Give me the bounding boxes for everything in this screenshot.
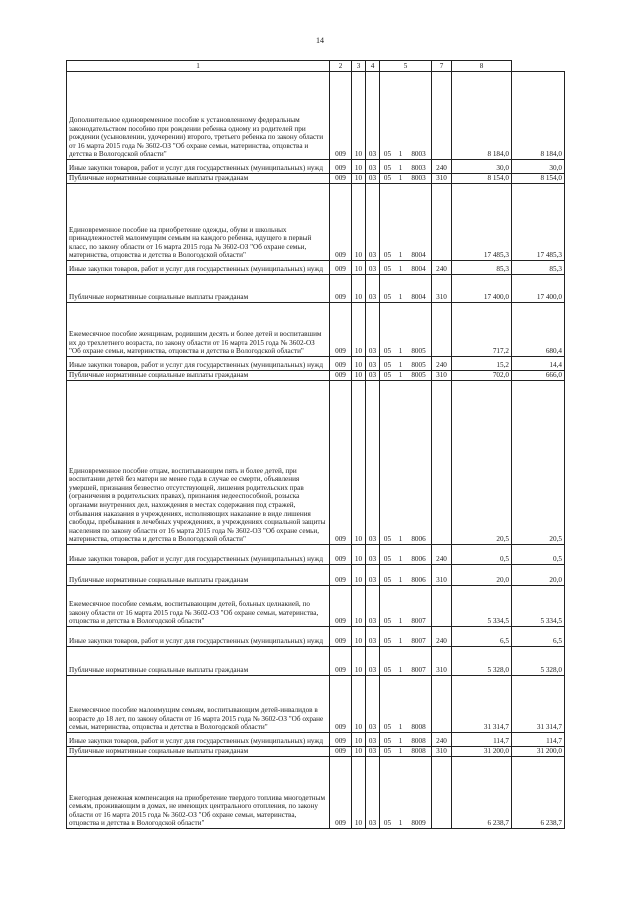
row-col-3: 10 [352, 275, 366, 303]
row-col-7: 85,3 [452, 261, 512, 275]
row-col-5-part: 1 [398, 819, 403, 828]
row-name: Иные закупки товаров, работ и услуг для государственных (муниципальных) нужд [67, 627, 330, 647]
row-col-5 [380, 565, 432, 586]
row-col-7: 702,0 [452, 371, 512, 381]
row-col-5-part: 05 [383, 150, 392, 159]
row-col-2: 009 [330, 381, 352, 545]
row-col-7: 17 485,3 [452, 184, 512, 261]
row-col-5 [380, 747, 432, 757]
row-col-6 [432, 676, 452, 733]
row-col-3: 10 [352, 676, 366, 733]
row-col-6: 240 [432, 160, 452, 174]
table-row [67, 72, 565, 160]
row-col-7: 20,0 [452, 565, 512, 586]
row-col-3: 10 [352, 381, 366, 545]
row-col-6: 310 [432, 647, 452, 676]
table-row [67, 371, 565, 381]
row-col-4: 03 [366, 261, 380, 275]
row-col-5-part: 1 [398, 666, 403, 675]
row-col-6: 240 [432, 627, 452, 647]
row-col-4: 03 [366, 371, 380, 381]
row-col-2: 009 [330, 565, 352, 586]
row-col-6 [432, 381, 452, 545]
row-col-6: 240 [432, 545, 452, 565]
row-name: Публичные нормативные социальные выплаты гражданам [67, 174, 330, 184]
row-col-3: 10 [352, 586, 366, 627]
row-col-7: 5 334,5 [452, 586, 512, 627]
row-col-7: 0,5 [452, 545, 512, 565]
table-row [67, 357, 565, 371]
row-col-8: 30,0 [512, 160, 565, 174]
row-col-5-part: 8004 [411, 265, 426, 274]
row-col-8: 666,0 [512, 371, 565, 381]
row-col-4: 03 [366, 357, 380, 371]
row-col-3: 10 [352, 303, 366, 357]
table-row [67, 381, 565, 545]
row-col-5-part: 05 [383, 819, 392, 828]
row-col-5-part: 8006 [411, 535, 426, 544]
row-col-5-part: 1 [398, 251, 403, 260]
row-col-5-part: 8003 [411, 174, 426, 183]
row-col-4: 03 [366, 565, 380, 586]
row-col-5-part: 05 [383, 251, 392, 260]
row-col-4: 03 [366, 647, 380, 676]
column-header: 4 [366, 61, 380, 72]
row-col-5-part: 05 [383, 535, 392, 544]
table-row [67, 565, 565, 586]
row-col-5-part: 1 [398, 371, 403, 380]
row-col-5 [380, 261, 432, 275]
row-name: Ежемесячное пособие малоимущим семьям, воспитывающим детей-инвалидов в возрасте до 18 лет, по закону области от 16 марта 2015 года № 3602-ОЗ "Об охране семьи, материнства, отцовства и детства в Вологодской области" [67, 676, 330, 733]
row-col-8: 20,0 [512, 565, 565, 586]
row-col-6: 240 [432, 261, 452, 275]
row-col-5 [380, 381, 432, 545]
row-col-5-part: 8005 [411, 371, 426, 380]
row-col-8: 0,5 [512, 545, 565, 565]
row-col-3: 10 [352, 357, 366, 371]
row-col-5-part: 1 [398, 617, 403, 626]
page-number: 14 [316, 36, 324, 45]
row-col-5-part: 1 [398, 535, 403, 544]
row-col-5 [380, 676, 432, 733]
row-col-5-part: 8008 [411, 737, 426, 746]
row-col-8: 8 184,0 [512, 72, 565, 160]
table-row [67, 647, 565, 676]
row-col-5-part: 05 [383, 293, 392, 302]
row-col-3: 10 [352, 747, 366, 757]
row-col-2: 009 [330, 357, 352, 371]
row-col-4: 03 [366, 676, 380, 733]
row-col-4: 03 [366, 757, 380, 829]
table-row [67, 303, 565, 357]
row-col-7: 31 200,0 [452, 747, 512, 757]
row-col-2: 009 [330, 174, 352, 184]
row-col-8: 5 328,0 [512, 647, 565, 676]
column-header: 2 [330, 61, 352, 72]
row-col-2: 009 [330, 261, 352, 275]
row-col-5-part: 1 [398, 174, 403, 183]
row-col-5-part: 1 [398, 576, 403, 585]
row-col-8: 20,5 [512, 381, 565, 545]
table-row [67, 545, 565, 565]
row-col-6: 240 [432, 357, 452, 371]
row-col-8: 6 238,7 [512, 757, 565, 829]
row-col-5 [380, 627, 432, 647]
row-col-3: 10 [352, 647, 366, 676]
row-col-5 [380, 647, 432, 676]
row-col-4: 03 [366, 303, 380, 357]
table-header-row [67, 61, 565, 72]
row-col-4: 03 [366, 586, 380, 627]
row-col-5-part: 8007 [411, 637, 426, 646]
row-col-5-part: 8007 [411, 617, 426, 626]
row-col-5-part: 05 [383, 617, 392, 626]
row-col-5-part: 8005 [411, 361, 426, 370]
row-col-7: 6,5 [452, 627, 512, 647]
row-col-6: 310 [432, 747, 452, 757]
row-col-4: 03 [366, 747, 380, 757]
budget-table [66, 60, 565, 829]
row-col-5-part: 8004 [411, 251, 426, 260]
row-col-2: 009 [330, 627, 352, 647]
row-col-6: 310 [432, 275, 452, 303]
row-col-7: 17 400,0 [452, 275, 512, 303]
column-header: 5 [380, 61, 432, 72]
row-name: Публичные нормативные социальные выплаты гражданам [67, 275, 330, 303]
row-col-6 [432, 757, 452, 829]
row-col-6 [432, 586, 452, 627]
row-col-5-part: 1 [398, 150, 403, 159]
row-name: Иные закупки товаров, работ и услуг для государственных (муниципальных) нужд [67, 160, 330, 174]
row-col-5-part: 8003 [411, 150, 426, 159]
row-col-5-part: 1 [398, 737, 403, 746]
row-col-7: 114,7 [452, 733, 512, 747]
row-col-6 [432, 72, 452, 160]
row-col-7: 30,0 [452, 160, 512, 174]
row-name: Публичные нормативные социальные выплаты гражданам [67, 371, 330, 381]
row-col-7: 15,2 [452, 357, 512, 371]
row-col-3: 10 [352, 545, 366, 565]
row-col-5-part: 8004 [411, 293, 426, 302]
row-col-4: 03 [366, 184, 380, 261]
row-col-5-part: 1 [398, 555, 403, 564]
row-col-5 [380, 733, 432, 747]
column-header: 7 [432, 61, 452, 72]
row-col-8: 85,3 [512, 261, 565, 275]
row-col-7: 5 328,0 [452, 647, 512, 676]
row-col-5-part: 1 [398, 293, 403, 302]
row-name: Публичные нормативные социальные выплаты гражданам [67, 565, 330, 586]
row-col-5 [380, 371, 432, 381]
row-col-5 [380, 184, 432, 261]
row-col-2: 009 [330, 160, 352, 174]
row-name: Иные закупки товаров, работ и услуг для государственных (муниципальных) нужд [67, 357, 330, 371]
row-col-5-part: 05 [383, 164, 392, 173]
row-col-2: 009 [330, 757, 352, 829]
row-name: Публичные нормативные социальные выплаты гражданам [67, 747, 330, 757]
row-col-3: 10 [352, 261, 366, 275]
row-col-5-part: 05 [383, 555, 392, 564]
row-col-2: 009 [330, 184, 352, 261]
row-col-5-part: 1 [398, 723, 403, 732]
row-col-3: 10 [352, 174, 366, 184]
row-col-5-part: 05 [383, 576, 392, 585]
row-name: Ежемесячное пособие семьям, воспитывающим детей, больных целиакией, по закону области от 16 марта 2015 года № 3602-ОЗ "Об охране семьи, материнства, отцовства и детства в Вологодской области" [67, 586, 330, 627]
row-col-5 [380, 357, 432, 371]
row-col-5-part: 8009 [411, 819, 426, 828]
row-col-5-part: 05 [383, 174, 392, 183]
row-col-8: 31 314,7 [512, 676, 565, 733]
row-col-4: 03 [366, 381, 380, 545]
row-col-2: 009 [330, 676, 352, 733]
row-col-2: 009 [330, 586, 352, 627]
row-col-8: 8 154,0 [512, 174, 565, 184]
row-name: Иные закупки товаров, работ и услуг для государственных (муниципальных) нужд [67, 261, 330, 275]
row-col-8: 5 334,5 [512, 586, 565, 627]
row-col-5-part: 1 [398, 265, 403, 274]
row-col-4: 03 [366, 733, 380, 747]
row-col-5-part: 1 [398, 747, 403, 756]
row-col-3: 10 [352, 627, 366, 647]
row-col-7: 8 154,0 [452, 174, 512, 184]
row-col-6: 310 [432, 371, 452, 381]
table-row [67, 733, 565, 747]
row-col-8: 114,7 [512, 733, 565, 747]
row-name: Единовременное пособие отцам, воспитывающим пять и более детей, при воспитании детей без матери не менее года в случае ее смерти, объявления умершей, признания безвестно отсутствующей, лишения родительских прав (ограничения в родительских правах), признания недееспособной, розыска органами внутренних дел, нахождения в местах содержания под стражей, отбывания наказания в учреждениях, исполняющих наказание в виде лишения свободы, пребывания в лечебных учреждениях, в учреждениях социальной защиты населения по закону области от 16 марта 2015 года № 3602-ОЗ "Об охране семьи, материнства, отцовства и детства в Вологодской области" [67, 381, 330, 545]
row-col-5-part: 1 [398, 164, 403, 173]
row-col-6: 310 [432, 565, 452, 586]
row-col-5-part: 1 [398, 361, 403, 370]
row-col-5 [380, 757, 432, 829]
row-col-5 [380, 72, 432, 160]
row-col-8: 17 485,3 [512, 184, 565, 261]
row-col-8: 680,4 [512, 303, 565, 357]
table-row [67, 275, 565, 303]
row-col-5-part: 05 [383, 737, 392, 746]
row-col-8: 17 400,0 [512, 275, 565, 303]
row-col-3: 10 [352, 72, 366, 160]
row-col-7: 6 238,7 [452, 757, 512, 829]
row-name: Иные закупки товаров, работ и услуг для государственных (муниципальных) нужд [67, 733, 330, 747]
row-col-3: 10 [352, 565, 366, 586]
row-col-4: 03 [366, 627, 380, 647]
row-col-5-part: 05 [383, 666, 392, 675]
row-name: Публичные нормативные социальные выплаты гражданам [67, 647, 330, 676]
row-col-2: 009 [330, 647, 352, 676]
column-header: 8 [452, 61, 512, 72]
row-col-3: 10 [352, 184, 366, 261]
row-col-5-part: 05 [383, 637, 392, 646]
row-col-5-part: 05 [383, 723, 392, 732]
row-col-5-part: 05 [383, 265, 392, 274]
row-col-4: 03 [366, 72, 380, 160]
row-col-5 [380, 174, 432, 184]
row-name: Ежегодная денежная компенсация на приобретение твердого топлива многодетным семьям, проживающим в домах, не имеющих центрального отопления, по закону области от 16 марта 2015 года № 3602-ОЗ "Об охране семьи, материнства, отцовства и детства в Вологодской области" [67, 757, 330, 829]
row-col-5-part: 05 [383, 747, 392, 756]
row-col-5 [380, 545, 432, 565]
row-col-5-part: 1 [398, 347, 403, 356]
row-col-5-part: 8005 [411, 347, 426, 356]
row-col-2: 009 [330, 72, 352, 160]
row-name: Иные закупки товаров, работ и услуг для государственных (муниципальных) нужд [67, 545, 330, 565]
row-col-5-part: 8008 [411, 747, 426, 756]
table-row [67, 160, 565, 174]
row-col-5-part: 05 [383, 347, 392, 356]
row-col-8: 6,5 [512, 627, 565, 647]
row-col-5-part: 8008 [411, 723, 426, 732]
table-row [67, 174, 565, 184]
row-col-7: 8 184,0 [452, 72, 512, 160]
table-row [67, 261, 565, 275]
row-name: Ежемесячное пособие женщинам, родившим десять и более детей и воспитавшим их до трехлетнего возраста, по закону области от 16 марта 2015 года № 3602-ОЗ "Об охране семьи, материнства, отцовства и детства в Вологодской области" [67, 303, 330, 357]
table-row [67, 747, 565, 757]
row-col-6: 310 [432, 174, 452, 184]
row-col-5-part: 8007 [411, 666, 426, 675]
row-name: Единовременное пособие на приобретение одежды, обуви и школьных принадлежностей малоимущим семьям на каждого ребенка, идущего в первый класс, по закону области от 16 марта 2015 года № 3602-ОЗ "Об охране семьи, материнства, отцовства и детства в Вологодской области" [67, 184, 330, 261]
row-col-2: 009 [330, 303, 352, 357]
row-col-2: 009 [330, 275, 352, 303]
column-header: 3 [352, 61, 366, 72]
row-col-6 [432, 303, 452, 357]
row-col-6: 240 [432, 733, 452, 747]
row-name: Дополнительное единовременное пособие к установленному федеральным законодательством пособию при рождении ребенка одному из родителей при рождении (усыновлении, удочерении) второго, третьего ребенка по закону области от 16 марта 2015 года № 3602-ОЗ "Об охране семьи, материнства, отцовства и детства в Вологодской области" [67, 72, 330, 160]
row-col-7: 20,5 [452, 381, 512, 545]
row-col-7: 31 314,7 [452, 676, 512, 733]
row-col-4: 03 [366, 275, 380, 303]
row-col-7: 717,2 [452, 303, 512, 357]
row-col-5-part: 8003 [411, 164, 426, 173]
row-col-2: 009 [330, 545, 352, 565]
row-col-2: 009 [330, 371, 352, 381]
row-col-3: 10 [352, 371, 366, 381]
row-col-4: 03 [366, 545, 380, 565]
row-col-5 [380, 586, 432, 627]
row-col-2: 009 [330, 733, 352, 747]
row-col-5-part: 05 [383, 361, 392, 370]
row-col-5 [380, 160, 432, 174]
row-col-5-part: 1 [398, 637, 403, 646]
row-col-8: 14,4 [512, 357, 565, 371]
row-col-3: 10 [352, 757, 366, 829]
row-col-3: 10 [352, 733, 366, 747]
row-col-5 [380, 275, 432, 303]
row-col-5-part: 8006 [411, 576, 426, 585]
table-row [67, 627, 565, 647]
row-col-6 [432, 184, 452, 261]
row-col-4: 03 [366, 174, 380, 184]
column-header: 1 [67, 61, 330, 72]
row-col-5-part: 05 [383, 371, 392, 380]
row-col-3: 10 [352, 160, 366, 174]
row-col-4: 03 [366, 160, 380, 174]
table-row [67, 184, 565, 261]
row-col-2: 009 [330, 747, 352, 757]
table-row [67, 757, 565, 829]
row-col-5-part: 8006 [411, 555, 426, 564]
row-col-5 [380, 303, 432, 357]
row-col-8: 31 200,0 [512, 747, 565, 757]
table-row [67, 676, 565, 733]
table-row [67, 586, 565, 627]
